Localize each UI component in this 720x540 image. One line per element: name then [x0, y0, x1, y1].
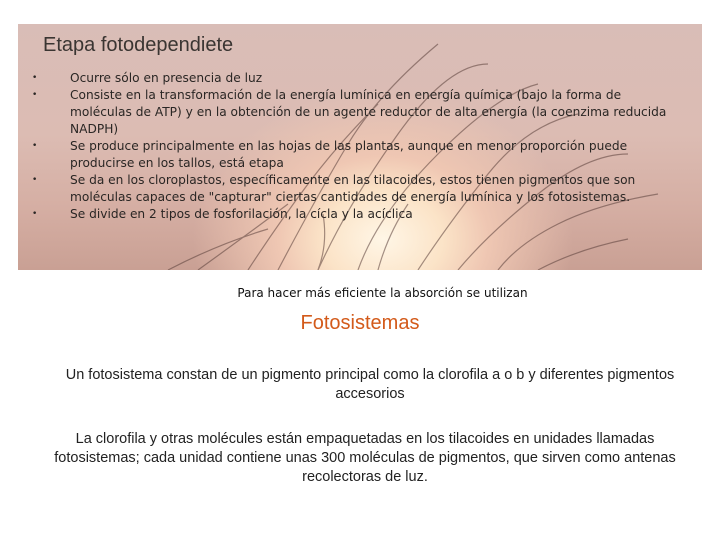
bullet-text: Se produce principalmente en las hojas de las plantas, aunque en menor proporción puede producirse en los tallos, está etapa — [70, 139, 628, 170]
bullet-text: Se da en los cloroplastos, específicamente en las tilacoides, estos tienen pigmentos que son moléculas capaces de "capturar" ciertas cantidades de energía lumínica y los fotosistemas. — [70, 173, 636, 204]
bullet-item — [32, 172, 682, 206]
section-title: Fotosistemas — [300, 312, 420, 334]
bullet-list — [32, 70, 682, 223]
bullet-item — [32, 206, 682, 223]
bullet-icon: • — [32, 73, 38, 83]
bullet-icon: • — [32, 141, 38, 151]
bullet-icon: • — [32, 90, 38, 100]
bullet-item — [32, 70, 682, 87]
sunset-banner — [18, 24, 702, 270]
absorption-caption: Para hacer más eficiente la absorción se utilizan — [237, 286, 528, 300]
bullet-icon: • — [32, 209, 38, 219]
photosystem-definition: Un fotosistema constan de un pigmento principal como la clorofila a o b y diferentes pigmentos accesorios — [65, 367, 675, 402]
bullet-item — [32, 87, 682, 138]
bullet-text: Consiste en la transformación de la energía lumínica en energía química (bajo la forma de moléculas de ATP) y en la obtención de un agente reductor de alta energía (la coenzima reducida NADPH) — [70, 88, 667, 136]
bullet-item — [32, 138, 682, 172]
photosystem-description: La clorofila y otras molécules están empaquetadas en los tilacoides en unidades llamadas fotosistemas; cada unidad contiene unas 300 moléculas de pigmentos, que sirven como antenas recolectoras de luz. — [54, 431, 676, 485]
bullet-text: Ocurre sólo en presencia de luz — [70, 71, 263, 85]
bullet-text: Se divide en 2 tipos de fosforilación, la cícla y la acíclica — [70, 207, 413, 221]
banner-title: Etapa fotodependiete — [43, 34, 234, 56]
bullet-icon: • — [32, 175, 38, 185]
